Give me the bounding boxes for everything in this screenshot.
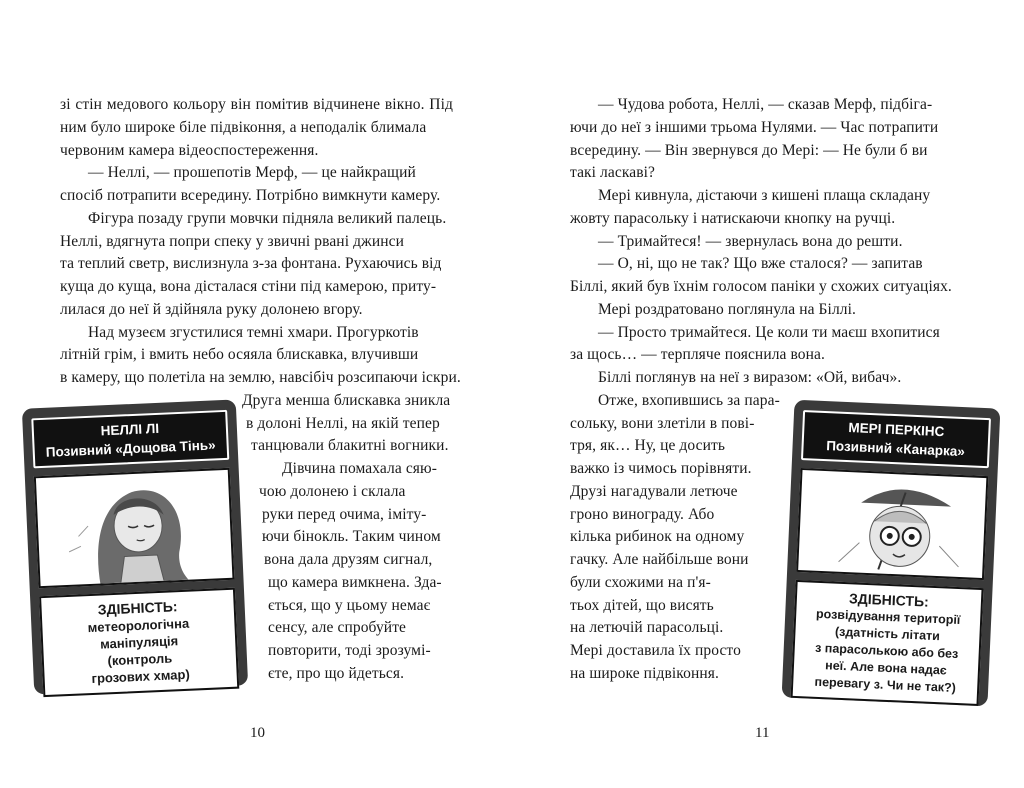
- text-line: за щось… — терпляче пояснила вона.: [570, 346, 826, 363]
- character-illustration: [34, 468, 235, 588]
- ability-line: грозових хмар): [91, 666, 191, 687]
- text-line: кілька рибинок на одному: [570, 528, 745, 545]
- text-line: — Тримайтеся! — звернулась вона до решти.: [598, 233, 903, 250]
- text-line: тря, як… Ну, це досить: [570, 437, 726, 454]
- text-line: ючи до неї з іншими трьома Нулями. — Час потрапити: [570, 119, 939, 136]
- text-line: важко із чимось порівняти.: [570, 460, 752, 477]
- text-line: Мері доставила їх просто: [570, 642, 741, 659]
- text-line: Мері роздратовано поглянула на Біллі.: [598, 301, 857, 318]
- text-line: на летючій парасольці.: [570, 619, 724, 636]
- text-line: літній грім, і вмить небо осяяла блискавка, влучивши: [60, 346, 419, 363]
- text-line: ним було широке біле підвіконня, а неподалік блимала: [60, 119, 427, 136]
- ability-line: (контроль: [107, 650, 173, 669]
- text-line: танцювали блакитні вогники.: [251, 437, 449, 454]
- text-line: Отже, вхопившись за пара-: [598, 392, 780, 409]
- text-line: єте, про що йдеться.: [268, 665, 405, 682]
- text-line: вона дала друзям сигнал,: [264, 551, 433, 568]
- ability-title: ЗДІБНІСТЬ:: [97, 598, 178, 618]
- text-line: Дівчина помахала сяю-: [282, 460, 437, 477]
- text-line: сенсу, але спробуйте: [268, 619, 407, 636]
- text-line: Фігура позаду групи мовчки підняла великий палець.: [88, 210, 447, 227]
- text-line: що камера вимкнена. Зда-: [268, 574, 442, 591]
- text-line: в долоні Неллі, на якій тепер: [246, 415, 440, 432]
- text-line: та теплий светр, вислизнула з-за фонтана. Рухаючись від: [60, 255, 442, 272]
- text-line: руки перед очима, іміту-: [262, 506, 427, 523]
- text-line: червоним камера відеоспостереження.: [60, 142, 319, 159]
- card-header: [31, 410, 229, 469]
- card-alias: Позивний «Дощова Тінь»: [45, 437, 216, 460]
- text-line: — Чудова робота, Неллі, — сказав Мерф, підбіга-: [598, 96, 933, 113]
- text-line: Над музеєм згустилися темні хмари. Прогуркотів: [88, 324, 419, 341]
- text-line: гачку. Але найбільше вони: [570, 551, 749, 568]
- ability-line: (здатність літати: [834, 624, 941, 644]
- ability-line: метеорологічна: [87, 615, 190, 636]
- ability-line: неї. Але вона надає: [824, 658, 948, 678]
- text-line: тьох дітей, що висять: [570, 597, 714, 614]
- text-line: — Неллі, — прошепотів Мерф, — це найкращий: [88, 164, 416, 181]
- text-line: Мері кивнула, дістаючи з кишені плаща складану: [598, 187, 931, 204]
- ability-line: перевагу з. Чи не так?): [814, 674, 957, 695]
- text-line: такі ласкаві?: [570, 164, 656, 181]
- text-line: Неллі, вдягнута попри спеку у звичні рвані джинси: [60, 233, 405, 250]
- ability-line: розвідування території: [815, 606, 961, 628]
- text-line: повторити, тоді зрозумі-: [268, 642, 431, 659]
- card-alias: Позивний «Канарка»: [825, 438, 966, 460]
- ability-line: маніпуляція: [99, 633, 179, 652]
- text-line: зі стін медового кольору він помітив відчинене вікно. Під: [60, 96, 453, 113]
- text-line: всередину. — Він звернувся до Мері: — Не були б ви: [570, 142, 928, 159]
- text-line: — О, ні, що не так? Що вже сталося? — запитав: [598, 255, 923, 272]
- text-line: на широке підвіконня.: [570, 665, 719, 682]
- ability-line: з парасолькою або без: [814, 640, 959, 662]
- card-header: [801, 410, 991, 468]
- text-line: — Просто тримайтеся. Це коли ти маєш вхопитися: [598, 324, 940, 341]
- page-number: 11: [755, 725, 770, 741]
- character-card-nelly: [22, 399, 248, 694]
- page-number: 10: [250, 725, 265, 741]
- text-line: ється, що у цьому немає: [268, 597, 431, 614]
- text-line: жовту парасольку і натискаючи кнопку на ручці.: [570, 210, 896, 227]
- ability-title: ЗДІБНІСТЬ:: [848, 590, 930, 610]
- character-illustration: [796, 468, 988, 580]
- card-name: МЕРІ ПЕРКІНС: [848, 420, 945, 440]
- text-line: Біллі, який був їхнім голосом паніки у схожих ситуаціях.: [570, 278, 952, 295]
- text-line: були схожими на п'я-: [570, 574, 711, 591]
- text-line: куща до куща, вона дісталася стіни під камерою, приту-: [60, 278, 437, 295]
- character-card-mary: [782, 400, 1001, 707]
- text-line: Друга менша блискавка зникла: [242, 392, 451, 409]
- text-line: чою долонею і склала: [259, 483, 406, 500]
- text-line: Друзі нагадували летюче: [570, 483, 738, 500]
- text-line: спосіб потрапити всередину. Потрібно вимкнути камеру.: [60, 187, 441, 204]
- text-line: ючи бінокль. Таким чином: [262, 528, 441, 545]
- text-line: лилася до неї й здійняла руку долонею вгору.: [60, 301, 363, 318]
- text-line: Біллі поглянув на неї з виразом: «Ой, вибач».: [598, 369, 902, 386]
- card-name: НЕЛЛІ ЛІ: [100, 420, 160, 439]
- ability-box: [791, 580, 984, 706]
- text-line: сольку, вони злетіли в пові-: [570, 415, 755, 432]
- text-line: в камеру, що полетіла на землю, навсібіч розсипаючи іскри.: [60, 369, 461, 386]
- text-line: гроно винограду. Або: [570, 506, 715, 523]
- ability-box: [39, 588, 239, 697]
